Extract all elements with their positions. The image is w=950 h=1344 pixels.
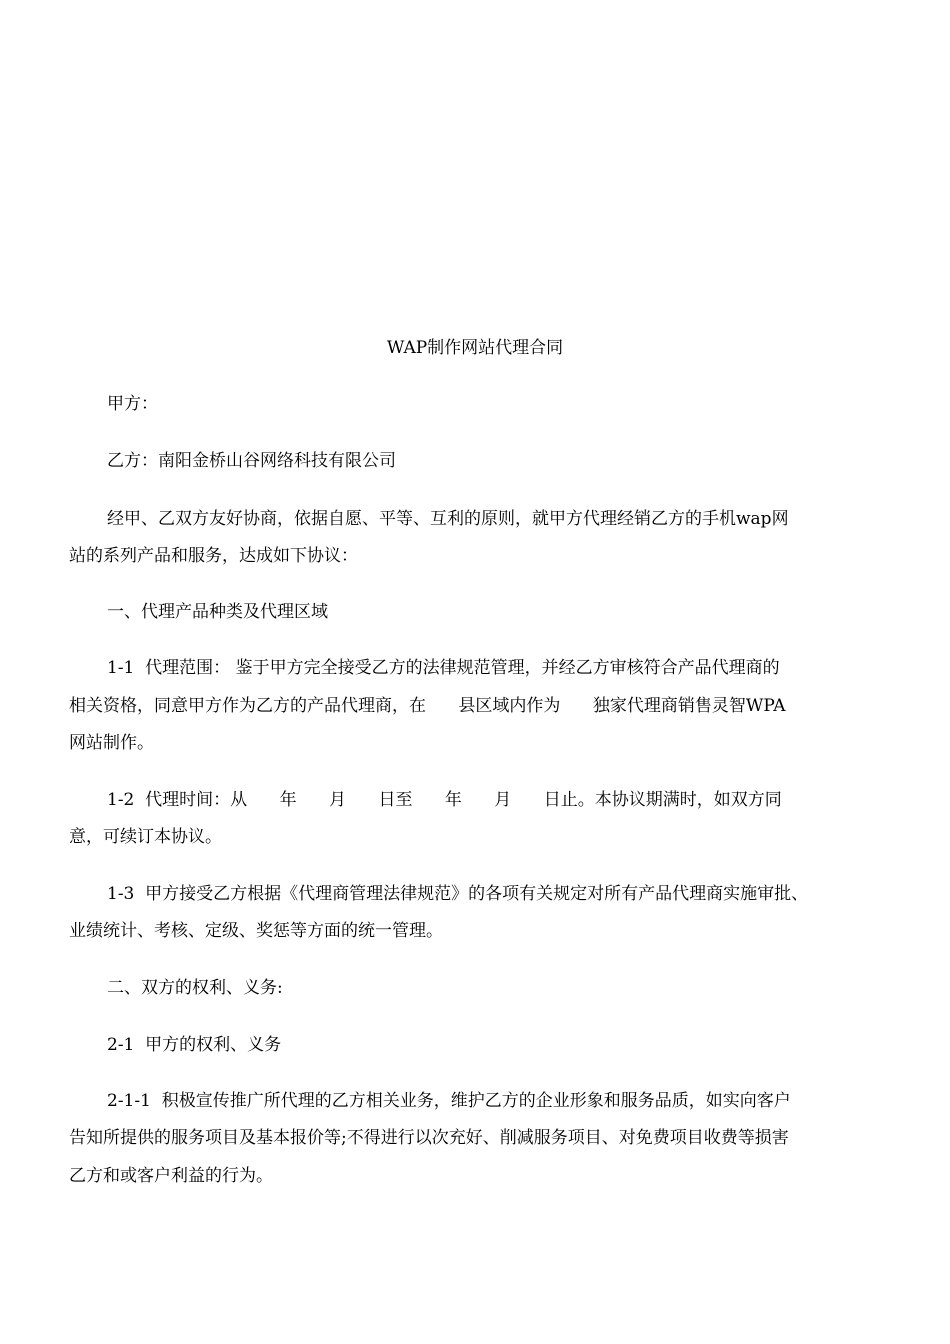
clause-2-1-heading: 2-1 甲方的权利、义务 (107, 1035, 282, 1055)
clause-1-1-line-1: 1-1 代理范围： 鉴于甲方完全接受乙方的法律规范管理，并经乙方审核符合产品代理商的 (107, 658, 780, 678)
party-b-line: 乙方：南阳金桥山谷网络科技有限公司 (107, 451, 396, 471)
preamble-line-2: 站的系列产品和服务，达成如下协议： (69, 546, 358, 566)
section-2-heading: 二、双方的权利、义务: (107, 978, 283, 998)
clause-1-1-line-2: 相关资格，同意甲方作为乙方的产品代理商，在 县区域内作为 独家代理商销售灵智WPA (69, 696, 786, 716)
preamble-line-1: 经甲、乙双方友好协商，依据自愿、平等、互利的原则，就甲方代理经销乙方的手机wap网 (107, 509, 789, 529)
party-a-line: 甲方： (107, 394, 158, 414)
clause-1-2-line-1: 1-2 代理时间：从 年 月 日至 年 月 日止。本协议期满时，如双方同 (107, 790, 782, 810)
clause-1-3-line-1: 1-3 甲方接受乙方根据《代理商管理法律规范》的各项有关规定对所有产品代理商实施审批、 (107, 884, 809, 904)
clause-2-1-1-line-2: 告知所提供的服务项目及基本报价等;不得进行以次充好、削减服务项目、对免费项目收费等损害 (69, 1128, 789, 1148)
clause-2-1-1-line-1: 2-1-1 积极宣传推广所代理的乙方相关业务，维护乙方的企业形象和服务品质，如实向客户 (107, 1091, 791, 1111)
clause-2-1-1-line-3: 乙方和或客户利益的行为。 (69, 1166, 273, 1186)
document-title: WAP制作网站代理合同 (386, 338, 564, 358)
clause-1-2-line-2: 意，可续订本协议。 (69, 827, 222, 847)
clause-1-3-line-2: 业绩统计、考核、定级、奖惩等方面的统一管理。 (69, 921, 443, 941)
section-1-heading: 一、代理产品种类及代理区域 (107, 602, 328, 622)
clause-1-1-line-3: 网站制作。 (69, 733, 154, 753)
